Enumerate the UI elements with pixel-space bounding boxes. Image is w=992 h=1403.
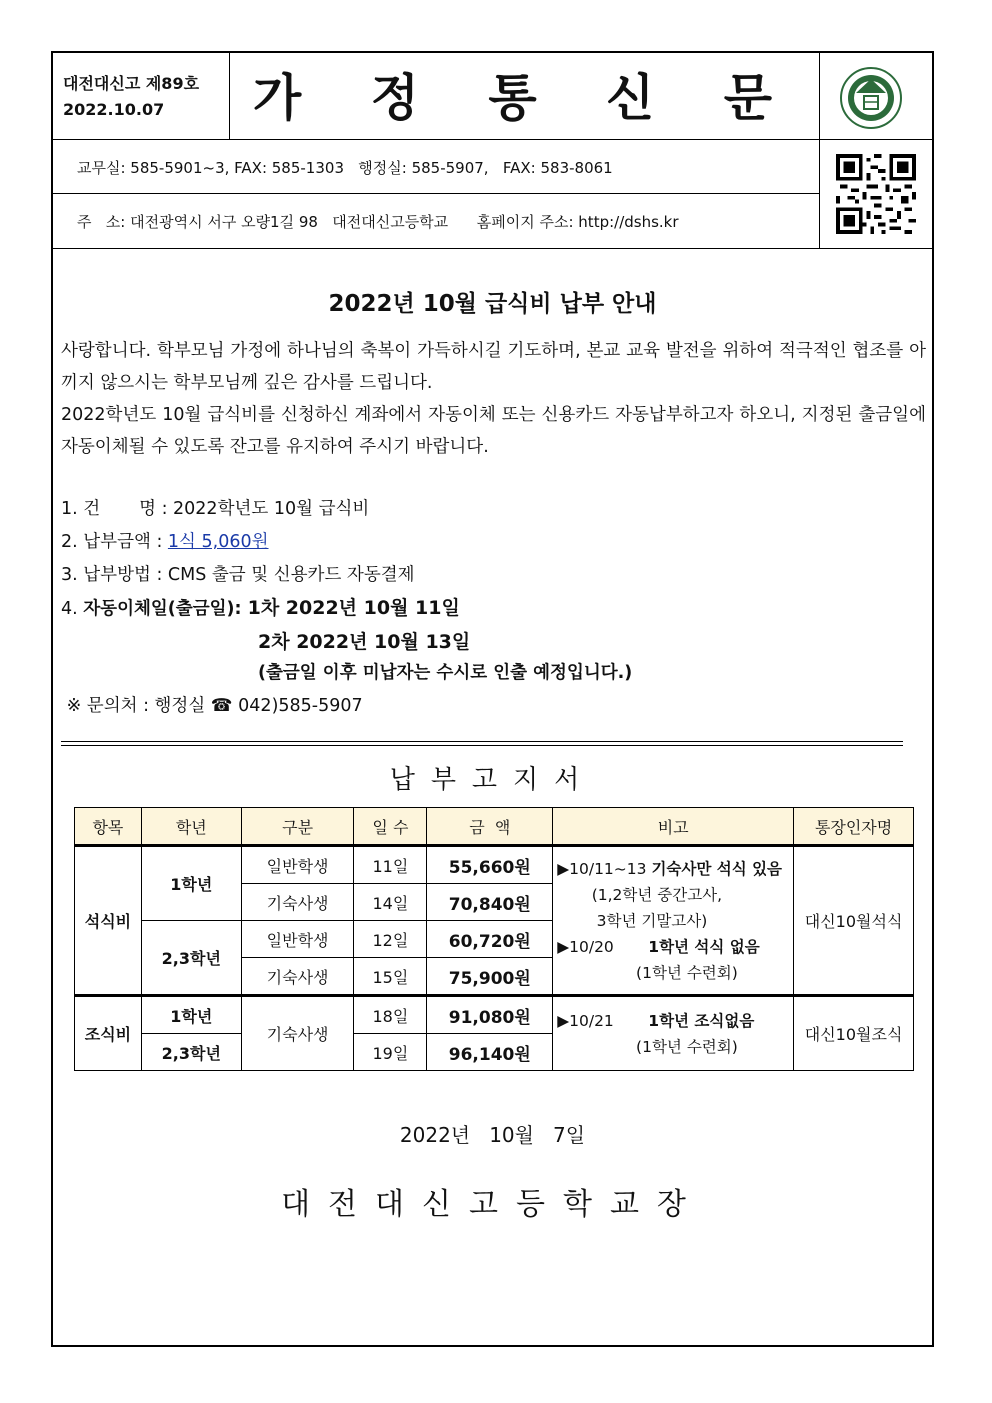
amount-cell: 70,840원 [427, 884, 553, 921]
amount-cell: 75,900원 [427, 958, 553, 996]
type-cell: 기숙사생 [241, 958, 354, 996]
list-item: (출금일 이후 미납자는 수시로 인출 예정입니다.) [258, 663, 633, 683]
notice-paragraph: 2022학년도 10월 급식비를 신청하신 계좌에서 자동이체 또는 신용카드 자동납부하고자 하오니, 지정된 출금일에 자동이체될 수 있도록 잔고를 유지하여 주시기 바랍니다. [61, 405, 926, 457]
amount-cell: 91,080원 [427, 996, 553, 1034]
item-label: 1. 건 명 : [61, 499, 174, 519]
divider [53, 139, 932, 140]
table-row [75, 846, 914, 884]
table-header-row [75, 808, 914, 846]
amount-cell: 60,720원 [427, 921, 553, 958]
inquiry-line: ※ 문의처 : 행정실 ☎ 042)585-5907 [61, 696, 363, 716]
address-info: 주 소: 대전광역시 서구 오량1길 98 대전대신고등학교 홈페이지 주소: http://dshs.kr [77, 213, 679, 231]
column-header: 항목 [75, 808, 142, 846]
list-item: 2차 2022년 10월 13일 [258, 631, 471, 653]
category-cell: 조식비 [75, 996, 142, 1071]
note-date: ▶10/11~13 [557, 859, 652, 878]
header [53, 53, 932, 248]
item-value: 2022학년도 10월 급식비 [173, 499, 370, 519]
divider [53, 193, 819, 194]
list-item [61, 559, 632, 592]
column-header: 일 수 [354, 808, 427, 846]
grade-cell: 2,3학년 [141, 921, 241, 996]
table-row [75, 996, 914, 1034]
issue-date-line: 2022년 10월 7일 [399, 1123, 586, 1147]
note-text: (1,2학년 중간고사, [557, 885, 723, 904]
amount-cell: 55,660원 [427, 846, 553, 884]
account-name-cell: 대신10월석식 [794, 846, 914, 996]
newsletter-title: 가 정 통 신 문 [252, 68, 799, 127]
principal-signature: 대전대신고등학교장 [281, 1187, 704, 1222]
dinner-note-cell [553, 846, 794, 996]
note-text: (1학년 수련회) [557, 1037, 738, 1056]
account-name-cell: 대신10월조식 [794, 996, 914, 1071]
list-item [61, 493, 632, 526]
note-text: 기숙사만 석식 있음 [651, 859, 783, 878]
column-header: 금 액 [427, 808, 553, 846]
grade-cell: 2,3학년 [141, 1034, 241, 1071]
document-frame [51, 51, 934, 1347]
note-date: ▶10/20 [557, 937, 649, 956]
amount-cell: 96,140원 [427, 1034, 553, 1071]
divider [53, 248, 932, 249]
breakfast-note-cell [553, 996, 794, 1071]
qr-code-icon [836, 154, 916, 234]
double-divider [61, 741, 903, 746]
school-emblem-icon [840, 67, 902, 129]
note-text: 3학년 기말고사) [557, 911, 708, 930]
type-cell: 기숙사생 [241, 996, 354, 1071]
details-list [61, 493, 632, 725]
issue-date: 2022.10.07 [63, 100, 165, 119]
item-label: 3. 납부방법 : [61, 565, 168, 585]
column-header: 통장인자명 [794, 808, 914, 846]
days-cell: 19일 [354, 1034, 427, 1071]
fee-table [74, 807, 914, 1071]
divider [819, 53, 820, 248]
item-label: 자동이체일(출금일): [83, 599, 248, 619]
type-cell: 일반학생 [241, 921, 354, 958]
note-date: ▶10/21 [557, 1011, 649, 1030]
category-cell: 석식비 [75, 846, 142, 996]
type-cell: 일반학생 [241, 846, 354, 884]
column-header: 학년 [141, 808, 241, 846]
document-title: 2022년 10월 급식비 납부 안내 [328, 291, 657, 317]
column-header: 구분 [241, 808, 354, 846]
contact-info: 교무실: 585-5901~3, FAX: 585-1303 행정실: 585-5907, FAX: 583-8061 [77, 159, 613, 177]
list-item [61, 592, 632, 626]
item-number: 4. [61, 599, 84, 619]
days-cell: 12일 [354, 921, 427, 958]
type-cell: 기숙사생 [241, 884, 354, 921]
grade-cell: 1학년 [141, 846, 241, 921]
days-cell: 11일 [354, 846, 427, 884]
issue-info [63, 71, 199, 123]
issue-number: 대전대신고 제89호 [63, 74, 200, 93]
column-header: 비고 [553, 808, 794, 846]
payment-notice-title: 납부고지서 [389, 765, 596, 795]
days-cell: 15일 [354, 958, 427, 996]
grade-cell: 1학년 [141, 996, 241, 1034]
greeting-paragraph: 사랑합니다. 학부모님 가정에 하나님의 축복이 가득하시길 기도하며, 본교 교육 발전을 위하여 적극적인 협조를 아끼지 않으시는 학부모님께 깊은 감사를 드립니다. [61, 341, 926, 393]
item-label: 2. 납부금액 : [61, 532, 168, 552]
days-cell: 14일 [354, 884, 427, 921]
note-text: 1학년 조식없음 [648, 1011, 755, 1030]
item-value: 1차 2022년 10월 11일 [247, 597, 460, 619]
note-text: 1학년 석식 없음 [648, 937, 760, 956]
list-item [61, 526, 632, 559]
item-value: CMS 출금 및 신용카드 자동결제 [167, 565, 415, 585]
note-text: (1학년 수련회) [557, 963, 738, 982]
days-cell: 18일 [354, 996, 427, 1034]
amount-link[interactable]: 1식 5,060원 [167, 532, 269, 552]
divider [229, 53, 230, 139]
